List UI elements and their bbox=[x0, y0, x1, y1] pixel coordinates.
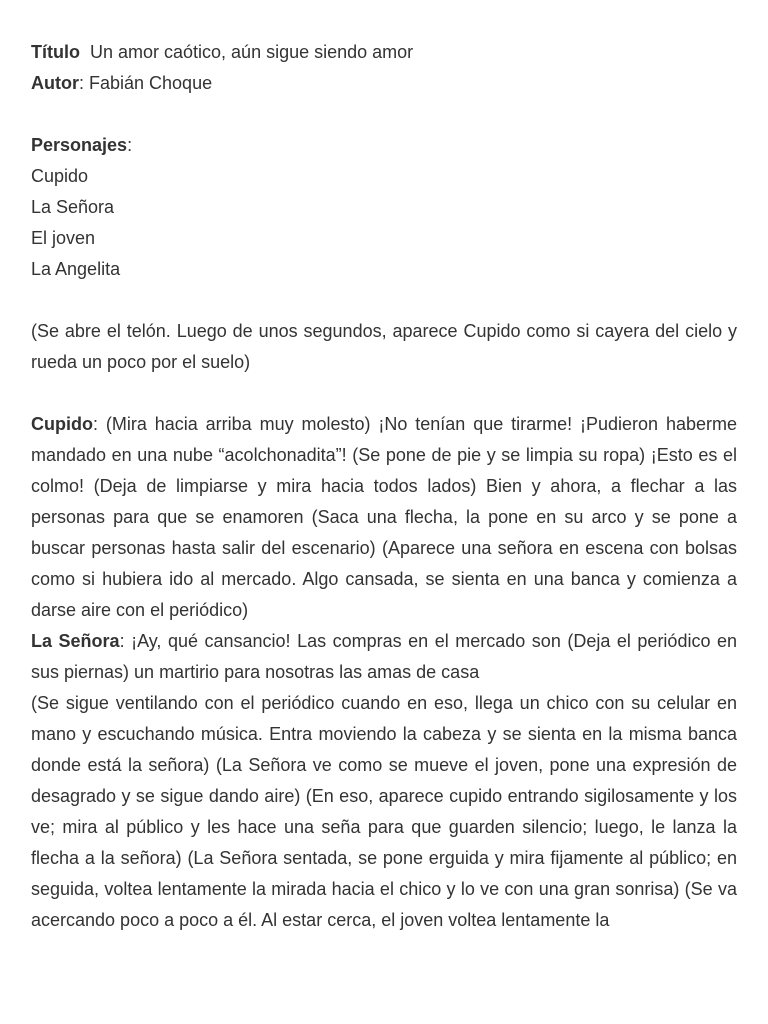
spacer bbox=[31, 378, 737, 409]
characters-heading-colon: : bbox=[127, 135, 133, 155]
senora-dialogue bbox=[31, 626, 737, 688]
character-item: La Angelita bbox=[31, 259, 121, 279]
document-page bbox=[31, 37, 737, 936]
speaker-cupido: Cupido bbox=[31, 414, 93, 434]
author-line bbox=[31, 68, 737, 99]
opening-stage-direction: (Se abre el telón. Luego de unos segundos, aparece Cupido como si cayera del cielo y rueda un poco por el suelo) bbox=[31, 321, 737, 372]
character-item: La Señora bbox=[31, 197, 115, 217]
cupido-dialogue-text: : (Mira hacia arriba muy molesto) ¡No tenían que tirarme! ¡Pudieron haberme mandado en una nube “acolchonadita”! (Se pone de pie y se limpia su ropa) ¡Esto es el colmo! (Deja de limpiarse y mira hacia todos lados) Bien y ahora, a flechar a las personas para que se enamoren (Saca una flecha, la pone en su arco y se pone a buscar personas hasta salir del escenario) (Aparece una señora en escena con bolsas como si hubiera ido al mercado. Algo cansada, se sienta en una banca y comienza a darse aire con el periódico) bbox=[31, 414, 737, 620]
characters-heading: Personajes bbox=[31, 135, 128, 155]
title-value: Un amor caótico, aún sigue siendo amor bbox=[79, 42, 414, 62]
spacer bbox=[31, 285, 737, 316]
senora-dialogue-text: : ¡Ay, qué cansancio! Las compras en el mercado son (Deja el periódico en sus piernas) un martirio para nosotras las amas de casa bbox=[31, 631, 738, 682]
spacer bbox=[31, 99, 737, 130]
author-label: Autor bbox=[31, 73, 79, 93]
speaker-senora: La Señora bbox=[31, 631, 120, 651]
author-value: : Fabián Choque bbox=[79, 73, 213, 93]
characters-heading-line bbox=[31, 130, 737, 161]
character-item: Cupido bbox=[31, 166, 89, 186]
title-line bbox=[31, 37, 737, 68]
cupido-dialogue bbox=[31, 409, 737, 626]
character-item: El joven bbox=[31, 228, 96, 248]
title-label: Título bbox=[31, 42, 80, 62]
stage-direction: (Se sigue ventilando con el periódico cuando en eso, llega un chico con su celular en mano y escuchando música. Entra moviendo la cabeza y se sienta en la misma banca donde está la señora) (La Señora ve como se mueve el joven, pone una expresión de desagrado y se sigue dando aire) (En eso, aparece cupido entrando sigilosamente y los ve; mira al público y les hace una seña para que guarden silencio; luego, le lanza la flecha a la señora) (La Señora sentada, se pone erguida y mira fijamente al público; en seguida, voltea lentamente la mirada hacia el chico y lo ve con una gran sonrisa) (Se va acercando poco a poco a él. Al estar cerca, el joven voltea lentamente la bbox=[31, 693, 737, 930]
